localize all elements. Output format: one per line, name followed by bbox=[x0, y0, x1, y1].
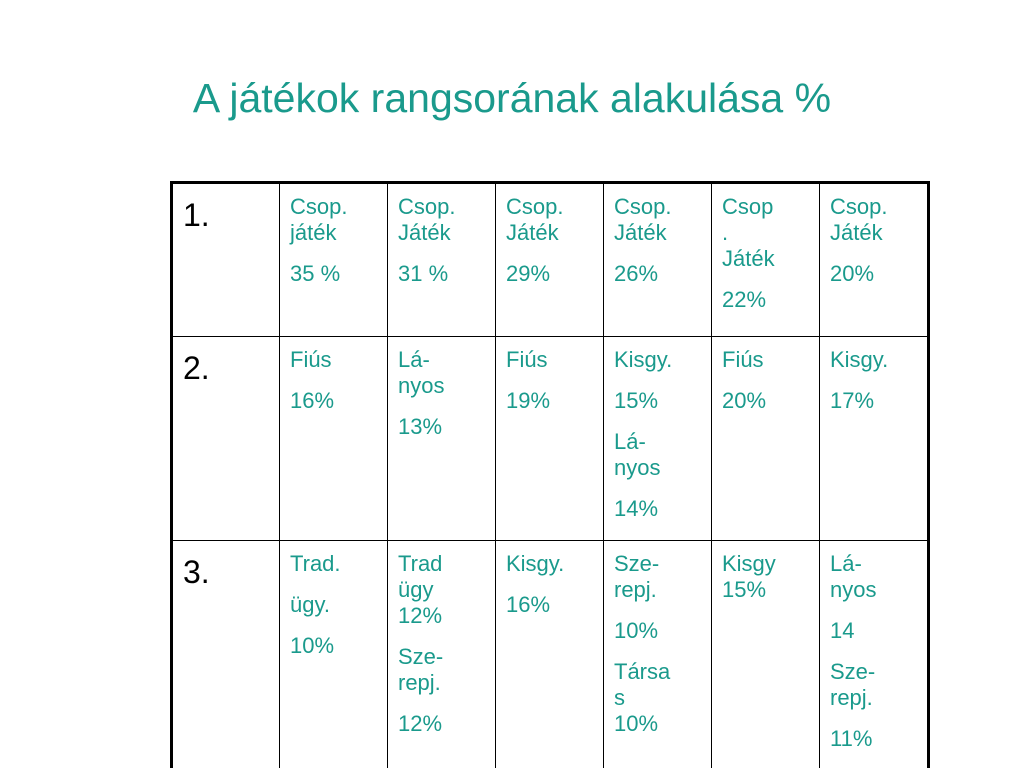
cell-paragraph: Társa s 10% bbox=[614, 659, 671, 736]
table-cell bbox=[496, 541, 604, 768]
table-cell bbox=[388, 541, 496, 768]
cell-content bbox=[722, 194, 819, 313]
rank-label: 1. bbox=[172, 183, 280, 337]
table-cell bbox=[604, 541, 712, 768]
table-cell bbox=[604, 183, 712, 337]
cell-paragraph: 20% bbox=[722, 388, 767, 413]
table-cell bbox=[496, 183, 604, 337]
cell-content bbox=[506, 551, 603, 618]
cell-paragraph: Sze- repj. bbox=[398, 644, 444, 695]
cell-paragraph: Csop. Játék bbox=[398, 194, 456, 245]
cell-paragraph: Csop. Játék bbox=[506, 194, 564, 245]
cell-content bbox=[614, 347, 711, 522]
cell-content bbox=[398, 194, 495, 287]
ranking-table-body bbox=[172, 183, 929, 768]
cell-paragraph: Trad. bbox=[290, 551, 341, 576]
cell-content bbox=[830, 194, 927, 287]
cell-paragraph: Fiús bbox=[290, 347, 332, 372]
cell-content bbox=[398, 347, 495, 440]
slide-title: A játékok rangsorának alakulása % bbox=[192, 75, 832, 121]
cell-paragraph: 26% bbox=[614, 261, 659, 286]
table-cell bbox=[820, 337, 929, 541]
cell-paragraph: Csop. Játék bbox=[614, 194, 672, 245]
table-cell bbox=[712, 183, 820, 337]
table-cell bbox=[280, 183, 388, 337]
cell-paragraph: 15% bbox=[614, 388, 659, 413]
table-row bbox=[172, 183, 929, 337]
table-cell bbox=[388, 183, 496, 337]
cell-paragraph: Kisgy. bbox=[830, 347, 889, 372]
cell-paragraph: 13% bbox=[398, 414, 443, 439]
cell-paragraph: Sze- repj. bbox=[614, 551, 660, 602]
cell-paragraph: Csop . Játék bbox=[722, 194, 775, 271]
table-cell bbox=[712, 337, 820, 541]
cell-paragraph: 29% bbox=[506, 261, 551, 286]
cell-content bbox=[506, 194, 603, 287]
table-cell bbox=[604, 337, 712, 541]
cell-paragraph: Kisgy. bbox=[506, 551, 565, 576]
cell-paragraph: ügy. bbox=[290, 592, 330, 617]
cell-paragraph: Fiús bbox=[722, 347, 764, 372]
cell-paragraph: 31 % bbox=[398, 261, 449, 286]
cell-paragraph: Lá- nyos bbox=[830, 551, 877, 602]
cell-paragraph: 16% bbox=[506, 592, 551, 617]
cell-content bbox=[830, 551, 927, 752]
cell-content bbox=[614, 551, 711, 737]
cell-content bbox=[722, 347, 819, 414]
cell-paragraph: Lá- nyos bbox=[614, 429, 661, 480]
table-cell bbox=[280, 337, 388, 541]
table-cell bbox=[820, 183, 929, 337]
cell-content bbox=[506, 347, 603, 414]
rank-label: 2. bbox=[172, 337, 280, 541]
cell-paragraph: Sze- repj. bbox=[830, 659, 876, 710]
cell-paragraph: Kisgy 15% bbox=[722, 551, 776, 602]
cell-paragraph: 14% bbox=[614, 496, 659, 521]
cell-content bbox=[830, 347, 927, 414]
cell-content bbox=[290, 347, 387, 414]
cell-paragraph: 12% bbox=[398, 711, 443, 736]
cell-paragraph: 14 bbox=[830, 618, 855, 643]
cell-content bbox=[290, 194, 387, 287]
table-cell bbox=[388, 337, 496, 541]
table-cell bbox=[820, 541, 929, 768]
cell-paragraph: 11% bbox=[830, 726, 873, 751]
cell-paragraph: 20% bbox=[830, 261, 875, 286]
cell-content bbox=[614, 194, 711, 287]
cell-paragraph: Csop. játék bbox=[290, 194, 348, 245]
cell-paragraph: 22% bbox=[722, 287, 767, 312]
ranking-table bbox=[170, 181, 930, 768]
cell-paragraph: Kisgy. bbox=[614, 347, 673, 372]
cell-paragraph: Csop. Játék bbox=[830, 194, 888, 245]
cell-content bbox=[290, 551, 387, 659]
table-cell bbox=[496, 337, 604, 541]
cell-paragraph: 10% bbox=[614, 618, 659, 643]
table-cell bbox=[712, 541, 820, 768]
cell-paragraph: 10% bbox=[290, 633, 335, 658]
table-cell bbox=[280, 541, 388, 768]
cell-paragraph: Trad ügy 12% bbox=[398, 551, 443, 628]
cell-paragraph: Fiús bbox=[506, 347, 548, 372]
cell-paragraph: 17% bbox=[830, 388, 875, 413]
cell-paragraph: Lá- nyos bbox=[398, 347, 445, 398]
cell-content bbox=[398, 551, 495, 737]
cell-paragraph: 35 % bbox=[290, 261, 341, 286]
cell-paragraph: 19% bbox=[506, 388, 551, 413]
table-row bbox=[172, 337, 929, 541]
rank-label: 3. bbox=[172, 541, 280, 768]
cell-paragraph: 16% bbox=[290, 388, 335, 413]
cell-content bbox=[722, 551, 819, 603]
table-row bbox=[172, 541, 929, 768]
